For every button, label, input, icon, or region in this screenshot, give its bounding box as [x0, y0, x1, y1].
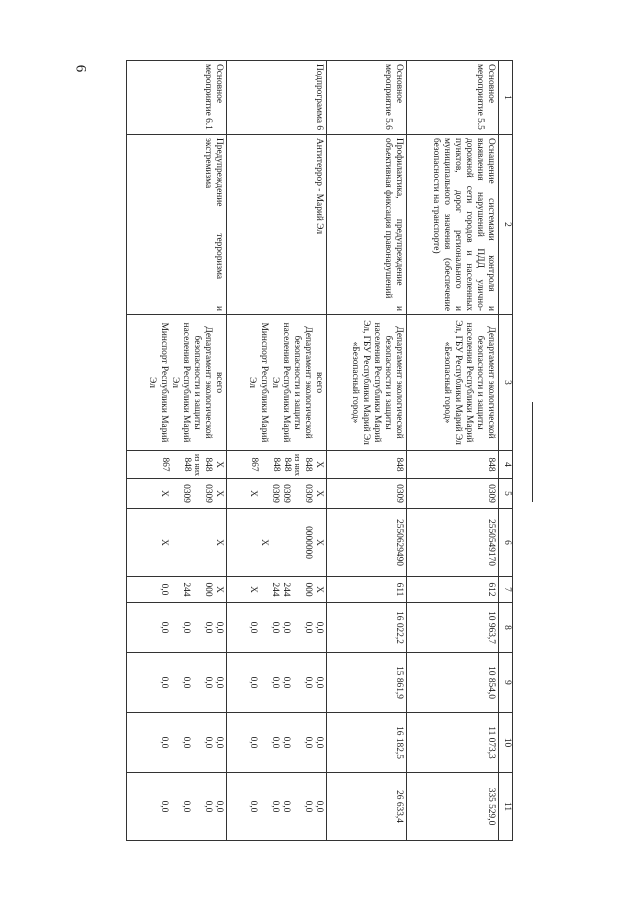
section-code: 0309	[327, 479, 407, 509]
executor: всего Департамент экологической безопасности и защиты населения Республики Марий Эл Минспорт Республики Марий Эл	[227, 315, 327, 451]
target-item-code: 2550629490	[327, 509, 407, 577]
program-funding-table	[126, 60, 513, 841]
header-row	[499, 61, 513, 841]
table-row	[227, 61, 327, 841]
col-header-7: 7	[499, 577, 513, 603]
col-header-3: 3	[499, 315, 513, 451]
subprogram-code: Подпрограмма 6	[227, 61, 327, 135]
amount-total: 0,0 0,0 0,0 0,0	[127, 773, 227, 841]
amount-year-3: 0,0 0,0 0,0 0,0	[127, 713, 227, 773]
footer-rule	[532, 402, 533, 502]
amount-total: 335 529,0	[407, 773, 499, 841]
page-number: 6	[72, 64, 89, 73]
grbs-code: X 848 из них 848 867	[127, 451, 227, 479]
rotated-page-content	[113, 60, 513, 840]
amount-year-2: 10 854,0	[407, 653, 499, 713]
amount-year-3: 16 182,5	[327, 713, 407, 773]
expense-type-code: 611	[327, 577, 407, 603]
amount-year-3: 11 073,3	[407, 713, 499, 773]
section-code: 0309	[407, 479, 499, 509]
section-code: X 0309 0309 X	[127, 479, 227, 509]
grbs-code: X 848 из них 848 848 867	[227, 451, 327, 479]
amount-year-1: 0,0 0,0 0,0 0,0	[127, 603, 227, 653]
executor: Департамент экологической безопасности и защиты населения Республики Марий Эл, ГБУ Республики Марий Эл «Безопасный город»	[407, 315, 499, 451]
table-row	[407, 61, 499, 841]
grbs-code: 848	[327, 451, 407, 479]
activity-title: Предупреждение терроризма и экстремизма	[127, 135, 227, 315]
col-header-11: 11	[499, 773, 513, 841]
amount-year-1: 16 022,2	[327, 603, 407, 653]
col-header-4: 4	[499, 451, 513, 479]
col-header-9: 9	[499, 653, 513, 713]
activity-title: Оснащение системами контроля и выявления нарушений ПДД улично-дорожной сети городов и населенных пунктов, дорог регионального и муниципального значения (обеспечение безопасности на транспорте)	[407, 135, 499, 315]
amount-year-1: 10 963,7	[407, 603, 499, 653]
target-item-code: X 0000000 X	[227, 509, 327, 577]
col-header-5: 5	[499, 479, 513, 509]
amount-year-2: 0,0 0,0 0,0 0,0	[127, 653, 227, 713]
activity-code: Основное мероприятие 5.6	[327, 61, 407, 135]
amount-total: 0,0 0,0 0,0 0,0 0,0	[227, 773, 327, 841]
executor: всего Департамент экологической безопасности и защиты населения Республики Марий Эл Минспорт Республики Марий Эл	[127, 315, 227, 451]
executor: Департамент экологической безопасности и защиты населения Республики Марий Эл, ГБУ Республики Марий Эл «Безопасный город»	[327, 315, 407, 451]
col-header-2: 2	[499, 135, 513, 315]
col-header-8: 8	[499, 603, 513, 653]
col-header-1: 1	[499, 61, 513, 135]
table-row	[327, 61, 407, 841]
expense-type-code: X 000 244 0,0	[127, 577, 227, 603]
target-item-code: 2550549170	[407, 509, 499, 577]
activity-title: Профилактика, предупреждение и объективная фиксация правонарушений	[327, 135, 407, 315]
target-item-code: X X	[127, 509, 227, 577]
subprogram-title: Антитеррор - Марий Эл	[227, 135, 327, 315]
table-row	[127, 61, 227, 841]
amount-year-3: 0,0 0,0 0,0 0,0 0,0	[227, 713, 327, 773]
expense-type-code: X 000 244 244 X	[227, 577, 327, 603]
amount-year-2: 15 861,9	[327, 653, 407, 713]
activity-code: Основное мероприятие 5.5	[407, 61, 499, 135]
activity-code: Основное мероприятие 6.1	[127, 61, 227, 135]
amount-year-2: 0,0 0,0 0,0 0,0 0,0	[227, 653, 327, 713]
grbs-code: 848	[407, 451, 499, 479]
col-header-6: 6	[499, 509, 513, 577]
section-code: X 0309 0309 0309 X	[227, 479, 327, 509]
amount-total: 26 633,4	[327, 773, 407, 841]
expense-type-code: 612	[407, 577, 499, 603]
col-header-10: 10	[499, 713, 513, 773]
amount-year-1: 0,0 0,0 0,0 0,0 0,0	[227, 603, 327, 653]
